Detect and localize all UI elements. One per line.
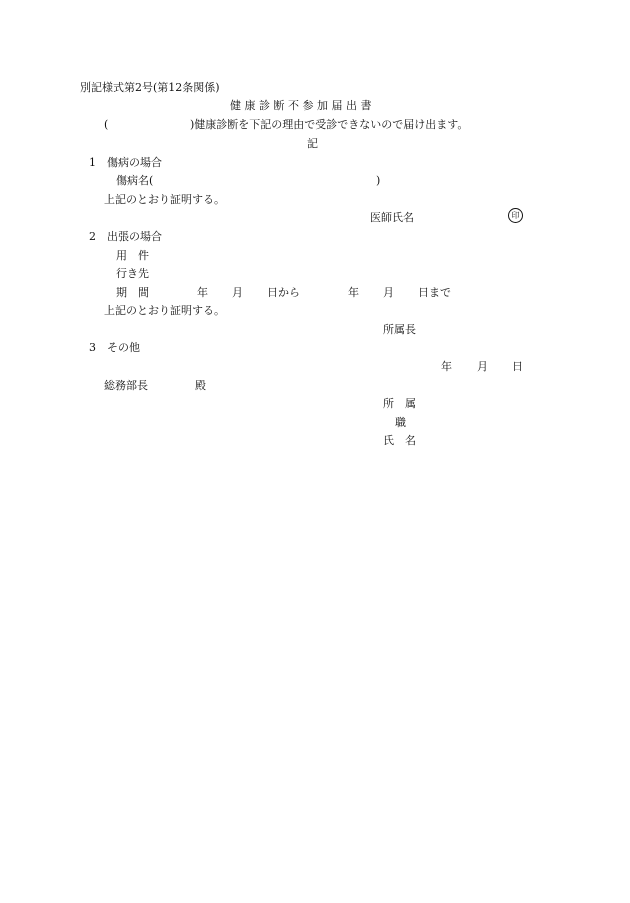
period-month-until: 月 [383, 286, 394, 299]
intro-text: )健康診断を下記の理由で受診できないので届け出ます。 [190, 118, 469, 131]
section1-heading: 1 傷病の場合 [89, 156, 162, 169]
ki-heading: 記 [307, 137, 318, 150]
date-day: 日 [512, 360, 523, 373]
addressee-title: 総務部長 [104, 379, 148, 392]
period-year-from: 年 [197, 286, 208, 299]
submitter-position-label: 職 [395, 416, 406, 429]
form-title: 健 康 診 断 不 参 加 届 出 書 [230, 99, 372, 112]
trip-destination-label: 行き先 [116, 267, 149, 280]
section1-certify: 上記のとおり証明する。 [104, 193, 225, 206]
date-month: 月 [477, 360, 488, 373]
intro-open-paren: ( [104, 118, 109, 131]
submitter-name-label: 氏 名 [383, 434, 416, 447]
section2-certify: 上記のとおり証明する。 [104, 304, 225, 317]
period-day-from: 日から [267, 286, 300, 299]
form-reference: 別記様式第2号(第12条関係) [80, 81, 220, 94]
doctor-name-label: 医師氏名 [370, 211, 414, 224]
section3-heading: 3 その他 [89, 341, 140, 354]
period-day-until: 日まで [418, 286, 451, 299]
period-month-from: 月 [232, 286, 243, 299]
disease-name-label: 傷病名( [116, 174, 154, 187]
addressee-honorific: 殿 [195, 379, 206, 392]
period-year-until: 年 [348, 286, 359, 299]
disease-name-close: ) [376, 174, 381, 187]
seal-mark: 印 [508, 208, 523, 223]
section2-heading: 2 出張の場合 [89, 230, 162, 243]
submitter-affiliation-label: 所 属 [383, 397, 416, 410]
trip-purpose-label: 用 件 [116, 249, 149, 262]
trip-period-label: 期 間 [116, 286, 149, 299]
date-year: 年 [441, 360, 452, 373]
director-label: 所属長 [383, 323, 416, 336]
